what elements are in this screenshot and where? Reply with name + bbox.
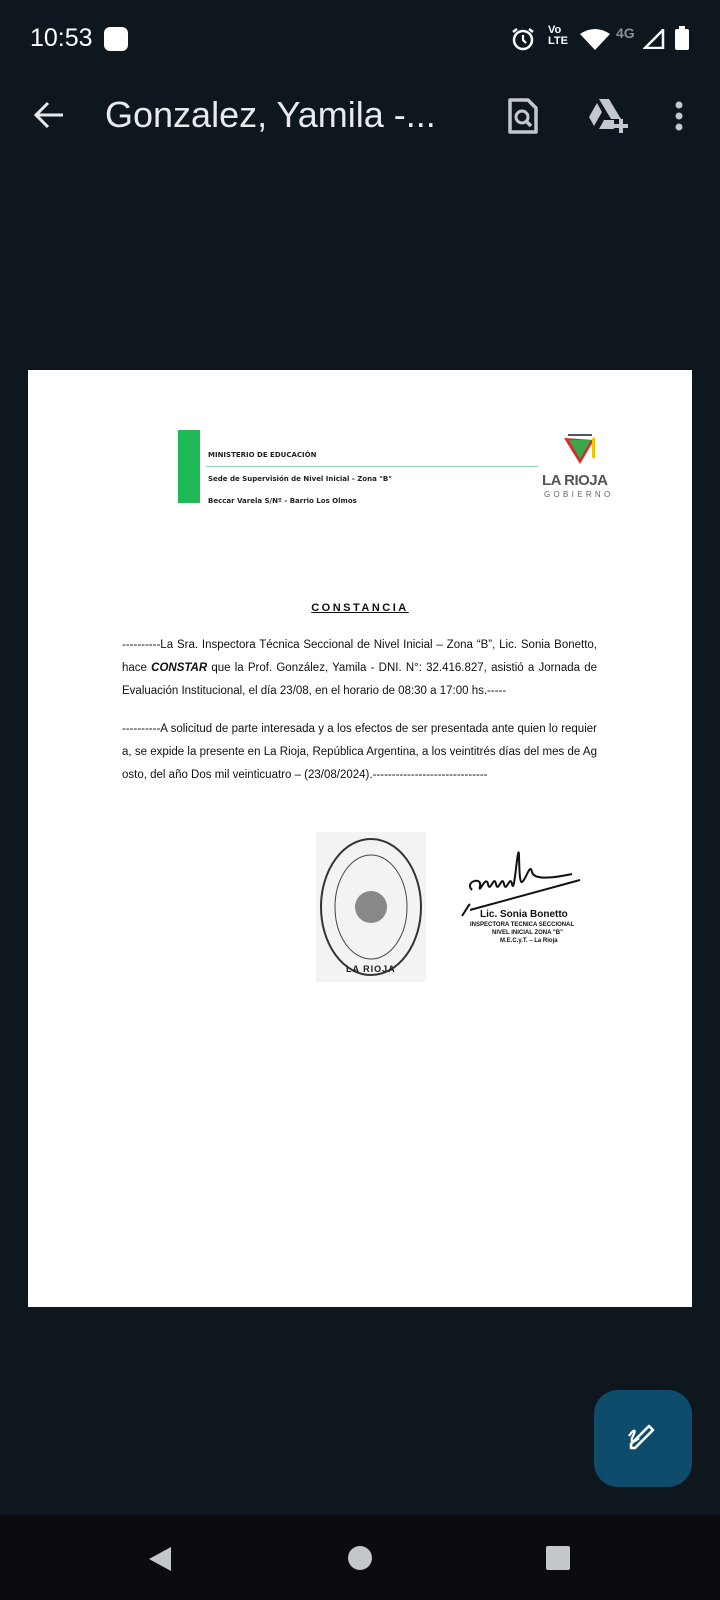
la-rioja-logo-icon [562, 434, 598, 468]
document-page[interactable] [28, 370, 692, 1307]
p1-text-a: ----------La Sra. Inspectora Técnica Seccional de Nivel Inicial – Zona “B”, Lic. Sonia Bonetto, hace [122, 639, 597, 674]
drive-add-icon[interactable] [587, 97, 629, 133]
recents-square-icon[interactable] [545, 1545, 571, 1571]
network-type: 4G [616, 25, 635, 41]
more-vert-icon[interactable] [674, 100, 684, 132]
system-nav-bar [0, 1515, 720, 1600]
back-triangle-icon[interactable] [147, 1545, 173, 1573]
signature-org: M.E.C.y.T. – La Rioja [500, 938, 558, 944]
wifi-icon [580, 28, 610, 50]
official-stamp [316, 832, 426, 982]
signature-role: INSPECTORA TECNICA SECCIONAL [470, 922, 575, 928]
header-divider [206, 466, 538, 467]
alarm-icon [510, 26, 536, 52]
paragraph-1 [122, 634, 597, 703]
notification-icon [104, 27, 128, 51]
p1-text-b: que la Prof. González, Yamila - DNI. N°: 32.416.827, asistió a Jornada de Evaluación Institucional, el día 23/08, en el horario de 08:30 a 17:00 hs.----- [122, 662, 597, 697]
signature-name: Lic. Sonia Bonetto [480, 909, 568, 920]
home-circle-icon[interactable] [347, 1545, 373, 1571]
header-green-bar [178, 430, 200, 503]
header-address: Beccar Varela S/Nº - Barrio Los Olmos [208, 497, 357, 505]
signal-icon [643, 29, 665, 49]
edit-fab-button[interactable] [594, 1390, 692, 1487]
document-heading: CONSTANCIA [311, 602, 409, 614]
header-sede: Sede de Supervisión de Nivel Inicial - Zona "B" [208, 475, 392, 483]
back-arrow-icon[interactable] [33, 100, 65, 130]
status-time: 10:53 [30, 24, 93, 52]
volte-icon: Vo LTE [548, 24, 568, 47]
battery-icon [675, 26, 689, 50]
logo-text: LA RIOJA [542, 472, 608, 489]
stamp-bottom-text: LA RIOJA [346, 964, 396, 974]
edit-pen-icon [625, 1420, 661, 1456]
signature-level: NIVEL INICIAL ZONA "B" [492, 930, 563, 936]
document-title: Gonzalez, Yamila -... [105, 94, 436, 135]
paragraph-2: ----------A solicitud de parte interesada y a los efectos de ser presentada ante quien lo requiera, se expide la presente en La Rioja, República Argentina, a los veintitrés días del mes de Agosto, del año Dos mil veinticuatro – (23/08/2024).------------------------------ [122, 723, 597, 781]
p1-bold: CONSTAR [151, 662, 208, 674]
header-ministry: MINISTERIO DE EDUCACIÓN [208, 451, 317, 459]
search-document-icon[interactable] [507, 97, 539, 135]
logo-subtext: GOBIERNO [544, 490, 614, 499]
